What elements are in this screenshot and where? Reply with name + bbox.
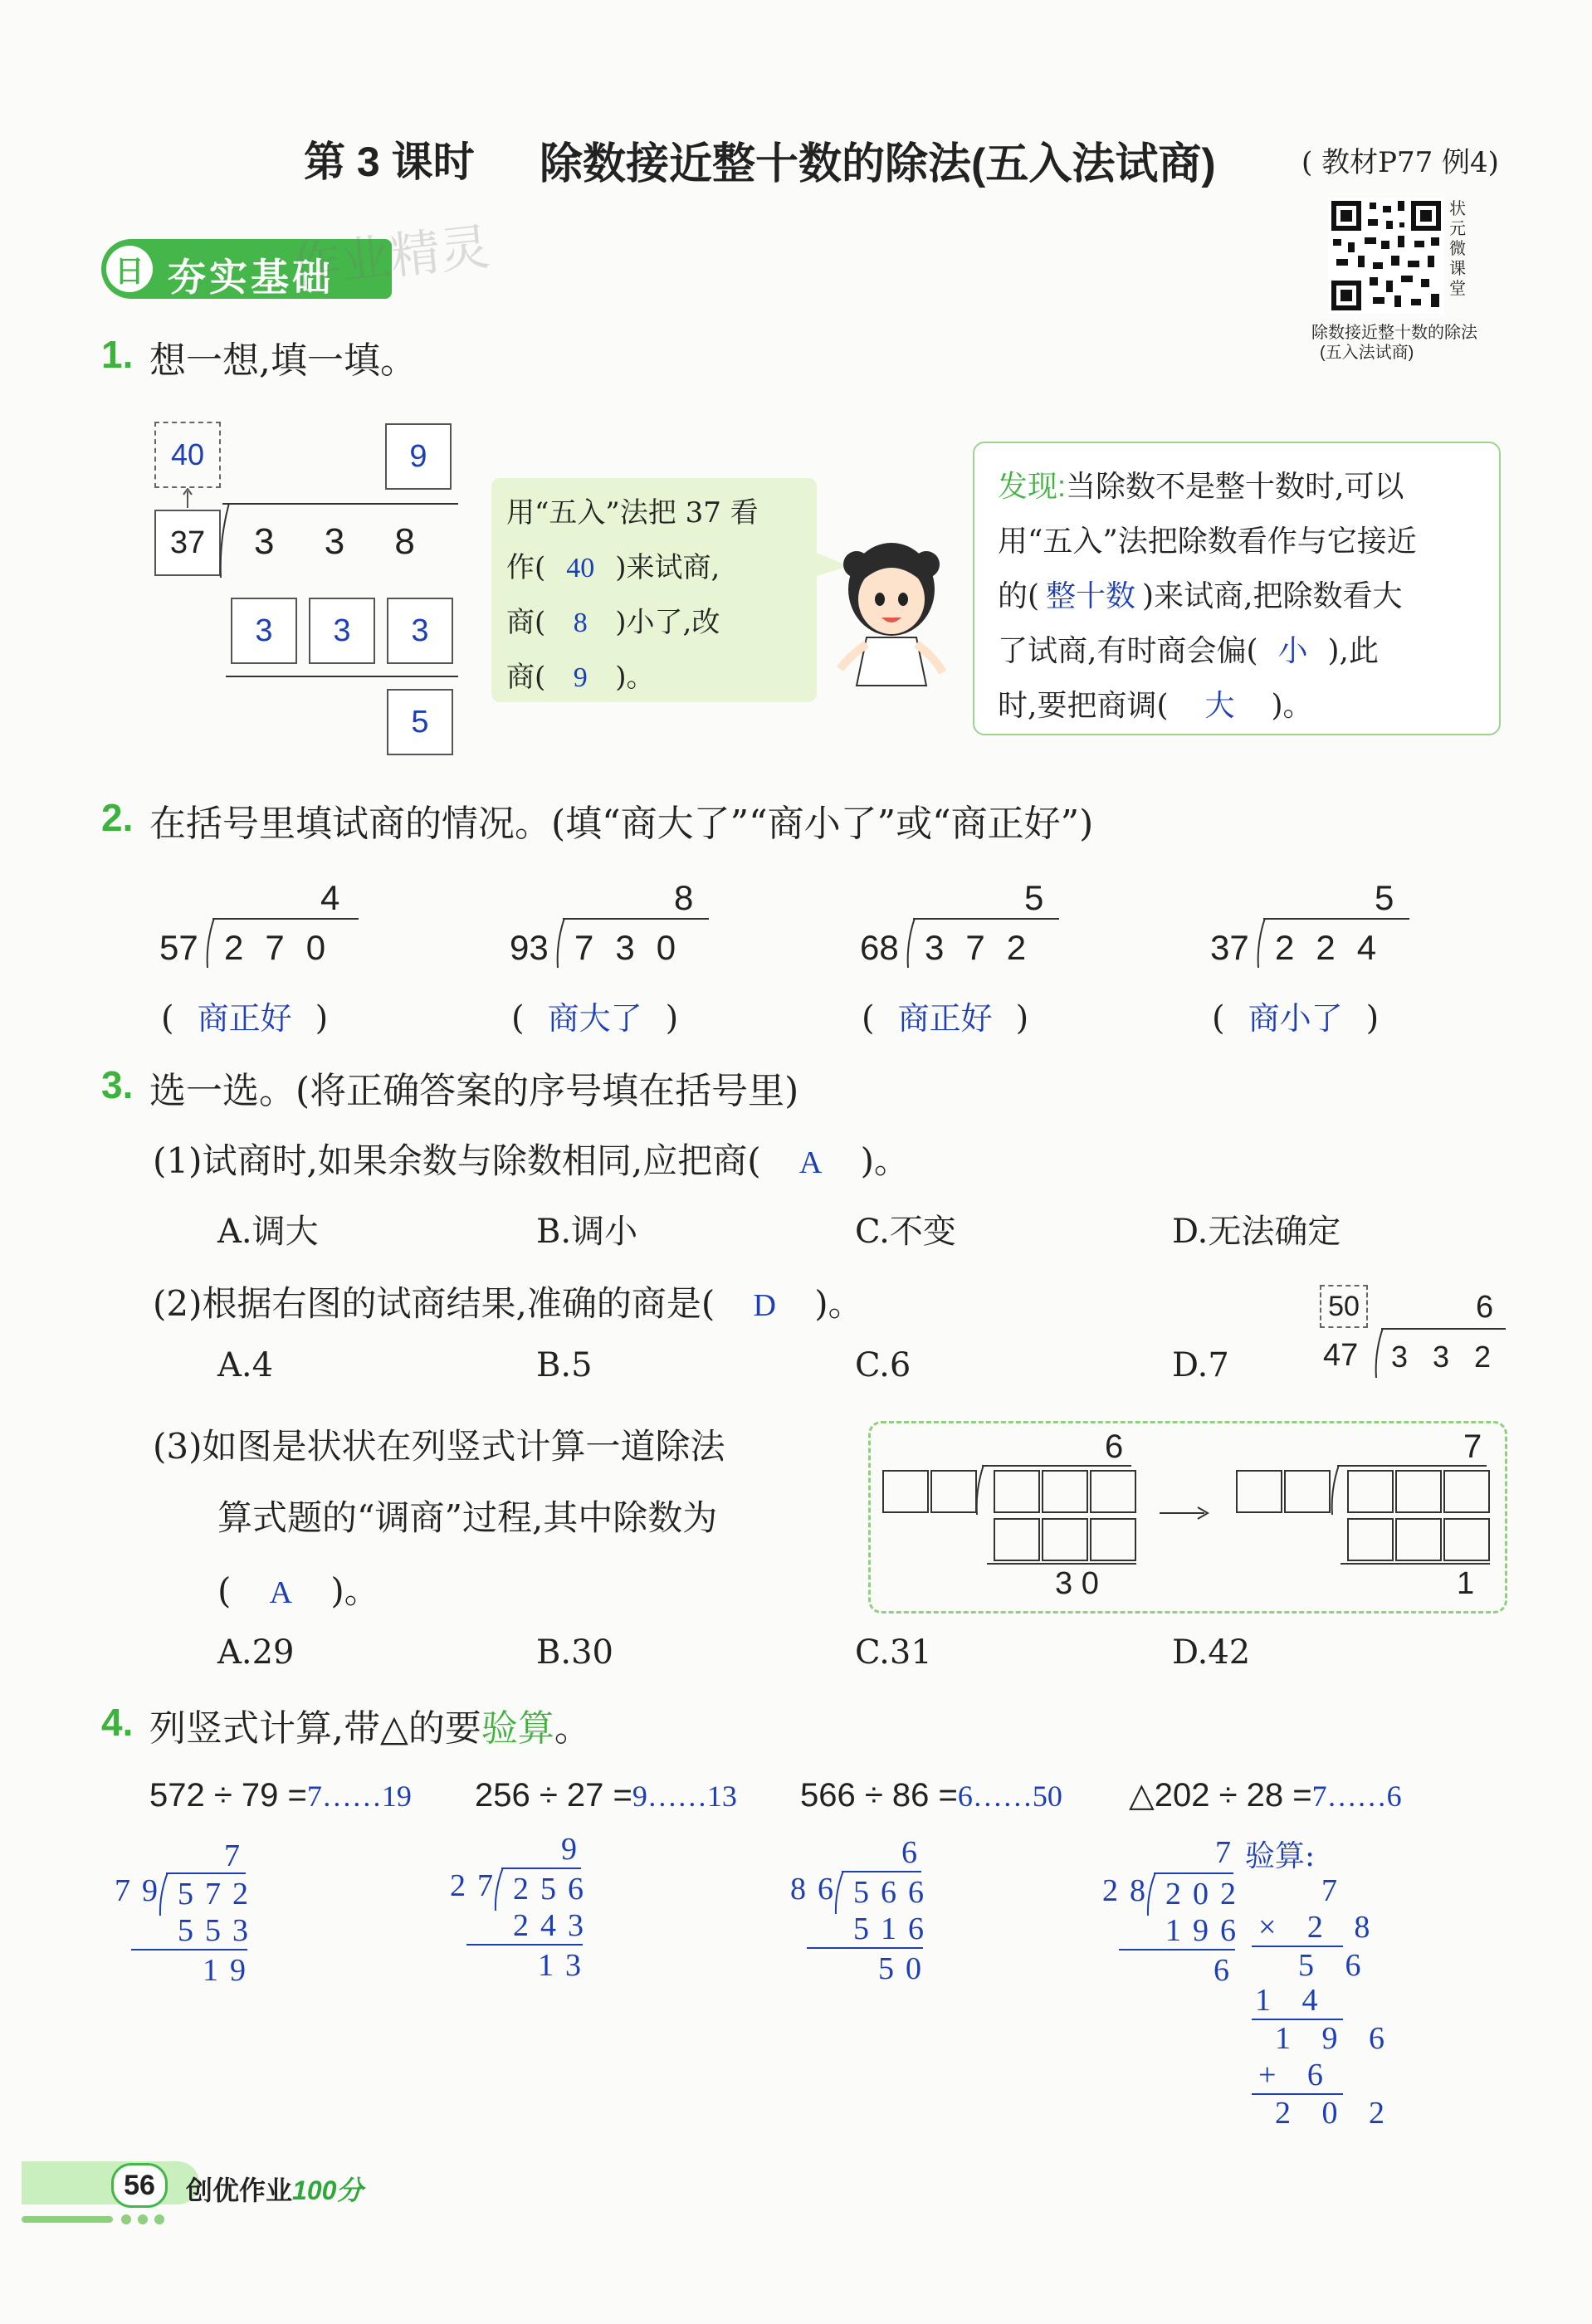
- q4-check-total: 2 0 2: [1275, 2096, 1396, 2131]
- q4-work3-bar: [842, 1871, 921, 1872]
- footer-brand-score: 100分: [292, 2175, 364, 2205]
- q3-3-left-divisor-box1: [882, 1470, 929, 1513]
- q3-3-right-prod-box1: [1347, 1518, 1394, 1561]
- q3-3-right-dvd-box1: [1347, 1470, 1394, 1513]
- q3-2-fig-dividend: 3 3 2: [1391, 1340, 1500, 1374]
- q1-dividend: 3 3 8: [254, 521, 435, 562]
- q2-item1-bracket: [204, 918, 217, 968]
- q4-problem-1: 572 ÷ 79 =7……19: [149, 1777, 412, 1814]
- q3-3-left-prod-box2: [1042, 1518, 1088, 1561]
- q3-1-option-b: B.调小: [536, 1213, 638, 1251]
- qr-code[interactable]: [1328, 198, 1444, 314]
- q1-division-bracket: [217, 503, 231, 578]
- q4-check-plus: + 6: [1258, 2058, 1335, 2092]
- q3-3-left-dvd-box2: [1042, 1470, 1088, 1513]
- q3-2-fig-bracket: [1373, 1328, 1386, 1378]
- q3-1-question: (1)试商时,如果余数与除数相同,应把商( A )。: [153, 1140, 909, 1181]
- q3-3-line2: 算式题的“调商”过程,其中除数为: [217, 1497, 718, 1538]
- q2-item3-bar: [913, 918, 1059, 920]
- q1-number: 1.: [101, 333, 134, 376]
- q2-item2-bracket: [554, 918, 568, 968]
- q2-item4-bar: [1263, 918, 1409, 920]
- q3-3-right-divisor-box1: [1236, 1470, 1282, 1513]
- q4-work2-bar: [501, 1868, 581, 1869]
- q3-3-line1: (3)如图是状状在列竖式计算一道除法: [153, 1426, 725, 1467]
- q3-3-option-a: A.29: [217, 1633, 295, 1672]
- q4-work2-divisor: 27: [450, 1868, 505, 1903]
- discovery-line3: 的( 整十数 )来试商,把除数看大: [998, 573, 1403, 615]
- discovery-ans-xiao: 小: [1277, 634, 1308, 667]
- discovery-ans-da: 大: [1204, 689, 1235, 722]
- discovery-line4: 了试商,有时商会偏( 小 ),此: [998, 627, 1379, 670]
- q3-3-left-dvd-box1: [994, 1470, 1040, 1513]
- badge-circle-icon: 日: [106, 246, 153, 292]
- q3-3-left-remainder: 3 0: [1055, 1566, 1099, 1601]
- q4-work3-quotient: 6: [901, 1835, 929, 1870]
- q4-check-product: 1 9 6: [1275, 2021, 1396, 2056]
- q1-subtraction-line: [226, 676, 458, 677]
- q1-top-left-box: 40: [154, 422, 221, 488]
- q3-2-answer: D: [753, 1288, 776, 1323]
- q1-discovery-box: [973, 442, 1501, 735]
- discovery-label: 发现:: [998, 469, 1067, 503]
- q2-item1-answer: 商正好: [197, 1002, 292, 1037]
- qr-caption-line1: 除数接近整十数的除法: [1311, 324, 1477, 342]
- q2-item2-quotient: 8: [674, 878, 694, 917]
- q4-work1-divisor: 79: [115, 1873, 169, 1908]
- q2-item2-dividend: 730: [574, 928, 698, 967]
- q2-item4-dividend: 224: [1275, 928, 1399, 967]
- q3-3-left-dvd-box3: [1090, 1470, 1136, 1513]
- q4-work3-remainder: 50: [878, 1951, 933, 1986]
- q4-check-multiplicand: 7: [1321, 1873, 1349, 1908]
- q3-3-option-b: B.30: [536, 1633, 614, 1672]
- q4-problem-3-answer: 6……50: [957, 1780, 1062, 1813]
- q3-2-option-c: C.6: [855, 1346, 911, 1384]
- q3-3-left-bar: [982, 1465, 1131, 1467]
- q3-3-right-quotient: 7: [1463, 1428, 1482, 1465]
- q3-2-option-d: D.7: [1172, 1346, 1229, 1384]
- girl-illustration: [833, 531, 950, 689]
- q4-problem-3: 566 ÷ 86 =6……50: [800, 1777, 1062, 1814]
- q2-item1-answer-line: ( 商正好 ): [161, 993, 328, 1038]
- q1-hint-bubble: [491, 478, 817, 702]
- qr-code-icon: [1328, 198, 1444, 314]
- qr-caption-line2: (五入法试商): [1320, 344, 1414, 362]
- footer-brand: 创优作业100分: [186, 2175, 364, 2205]
- q3-2-option-b: B.5: [536, 1346, 593, 1384]
- q3-1-option-d: D.无法确定: [1172, 1213, 1341, 1251]
- q3-3-left-prod-box3: [1090, 1518, 1136, 1561]
- q2-number: 2.: [101, 796, 134, 839]
- q3-3-option-c: C.31: [855, 1633, 932, 1672]
- q3-2-fig-divisor: 47: [1323, 1338, 1359, 1373]
- q2-item1-bar: [212, 918, 359, 920]
- discovery-line2: 用“五入”法把除数看作与它接近: [998, 525, 1417, 559]
- q4-problem-2: 256 ÷ 27 =9……13: [475, 1777, 737, 1814]
- q4-problem-4: △202 ÷ 28 =7……6: [1129, 1777, 1402, 1814]
- discovery-ans-zhengshishu: 整十数: [1046, 579, 1136, 613]
- q4-work1-quotient: 7: [224, 1838, 251, 1873]
- discovery-line5: 时,要把商调( 大 )。: [998, 682, 1313, 725]
- right-arrow-icon: [1160, 1505, 1209, 1521]
- q3-3-left-prod-box1: [994, 1518, 1040, 1561]
- q1-product-box-2: 3: [309, 598, 375, 664]
- q3-1-answer: A: [798, 1145, 823, 1180]
- q1-division-bar: [222, 503, 458, 505]
- footer-dots: [22, 2213, 171, 2226]
- q2-item2-bar: [563, 918, 709, 920]
- q3-3-left-sub-line: [987, 1563, 1136, 1565]
- lesson-number: 第 3 课时: [304, 139, 475, 185]
- q3-3-right-sub-line: [1341, 1563, 1490, 1565]
- q2-item3-answer-line: ( 商正好 ): [862, 993, 1028, 1038]
- q4-work4-dividend: 202: [1165, 1877, 1248, 1911]
- q1-hint-line1: 用“五入”法把 37 看: [506, 496, 759, 530]
- q4-work2-dividend: 256: [513, 1872, 595, 1907]
- qr-side-label: 状元微课堂: [1449, 200, 1466, 298]
- q3-1-option-c: C.不变: [855, 1213, 956, 1251]
- q1-hint-line2: 作( 40 )来试商,: [506, 551, 720, 584]
- q2-item3-dividend: 372: [925, 928, 1048, 967]
- q4-work1-bracket: [158, 1872, 169, 1916]
- q4-work4-sub-line: [1119, 1949, 1235, 1950]
- q2-prompt: 在括号里填试商的情况。(填“商大了”“商小了”或“商正好”): [149, 803, 1094, 845]
- q2-item4-divisor: 37: [1210, 928, 1249, 967]
- q4-check-label: 验算:: [1245, 1839, 1316, 1873]
- q4-work1-dividend: 572: [178, 1877, 260, 1911]
- up-arrow-icon: [181, 488, 194, 508]
- q3-3-left-quotient: 6: [1105, 1428, 1124, 1465]
- q3-3-right-bracket: [1329, 1465, 1341, 1515]
- q3-3-right-prod-box2: [1395, 1518, 1442, 1561]
- q1-remainder-box: 5: [387, 689, 453, 755]
- q4-work1-product: 553: [178, 1913, 260, 1948]
- q4-problem-1-answer: 7……19: [306, 1780, 412, 1813]
- q4-work2-product: 243: [513, 1908, 595, 1943]
- page-number: 56: [111, 2163, 168, 2208]
- q1-hint-line4: 商( 9 )。: [506, 661, 655, 694]
- q2-item4-bracket: [1255, 918, 1268, 968]
- q2-item4-quotient: 5: [1375, 878, 1394, 917]
- q4-work3-dividend: 566: [853, 1875, 935, 1910]
- q2-item4-answer: 商小了: [1248, 1002, 1343, 1037]
- q3-1-option-a: A.调大: [217, 1213, 319, 1251]
- q4-work3-product: 516: [853, 1911, 935, 1946]
- q2-item4-answer-line: ( 商小了 ): [1212, 993, 1379, 1038]
- q3-prompt: 选一选。(将正确答案的序号填在括号里): [149, 1070, 799, 1112]
- q4-number: 4.: [101, 1701, 134, 1744]
- q4-work4-bracket: [1145, 1872, 1157, 1916]
- q4-work4-bar: [1154, 1872, 1233, 1874]
- section-badge-label: 夯实基础: [168, 256, 334, 299]
- q2-item2-answer-line: ( 商大了 ): [511, 993, 678, 1038]
- q4-work2-bracket: [493, 1868, 505, 1911]
- q3-3-option-d: D.42: [1172, 1633, 1251, 1672]
- q1-product-box-3: 3: [387, 598, 453, 664]
- q3-3-right-remainder: 1: [1457, 1566, 1475, 1601]
- q4-work4-remainder: 6: [1214, 1953, 1241, 1988]
- q4-work3-bracket: [833, 1871, 845, 1914]
- q4-problem-2-answer: 9……13: [632, 1780, 737, 1813]
- footer-band: [22, 2161, 199, 2204]
- q3-2-fig-bar: [1381, 1328, 1506, 1330]
- discovery-line1: 发现:当除数不是整十数时,可以: [998, 469, 1404, 504]
- q3-3-line3: ( A )。: [217, 1570, 379, 1611]
- watermark: 作业精灵: [288, 218, 493, 295]
- q3-2-option-a: A.4: [217, 1346, 274, 1384]
- q3-2-fig-box: 50: [1320, 1285, 1368, 1328]
- q3-3-right-dvd-box2: [1395, 1470, 1442, 1513]
- q4-work2-quotient: 9: [561, 1832, 588, 1867]
- q4-work2-sub-line: [466, 1944, 583, 1946]
- q3-3-right-bar: [1337, 1465, 1487, 1467]
- q3-2-question: (2)根据右图的试商结果,准确的商是( D )。: [153, 1283, 863, 1324]
- q3-3-right-dvd-box3: [1443, 1470, 1490, 1513]
- page-title: 除数接近整十数的除法(五入法试商): [540, 140, 1216, 188]
- q1-quotient-box: 9: [385, 423, 452, 490]
- q1-hint-ans-9: 9: [573, 662, 588, 693]
- q3-3-right-divisor-box2: [1284, 1470, 1331, 1513]
- q2-item2-answer: 商大了: [547, 1002, 642, 1037]
- q4-work3-sub-line: [807, 1947, 923, 1949]
- textbook-reference: ( 教材P77 例4): [1301, 146, 1499, 179]
- q4-work4-divisor: 28: [1102, 1873, 1157, 1908]
- q3-number: 3.: [101, 1063, 134, 1106]
- q1-hint-line3: 商( 8 )小了,改: [506, 606, 720, 639]
- q2-item3-divisor: 68: [860, 928, 899, 967]
- q4-check-partial1: 5 6: [1298, 1948, 1373, 1983]
- q1-hint-ans-8: 8: [573, 608, 588, 638]
- q3-3-figure: [868, 1421, 1507, 1614]
- q4-prompt: 列竖式计算,带△的要验算。: [149, 1707, 591, 1750]
- q4-check-partial2: 1 4: [1255, 1983, 1330, 2018]
- q2-item3-quotient: 5: [1024, 878, 1044, 917]
- q1-product-box-1: 3: [231, 598, 297, 664]
- q4-problem-4-answer: 7……6: [1311, 1780, 1402, 1813]
- q2-item1-quotient: 4: [320, 878, 340, 917]
- q2-item1-dividend: 270: [224, 928, 348, 967]
- q3-3-left-bracket: [974, 1465, 985, 1515]
- q4-check-multiplier: × 2 8: [1258, 1910, 1382, 1945]
- q1-divisor-box: 37: [154, 510, 221, 576]
- q3-3-answer: A: [269, 1575, 293, 1610]
- q3-3-left-divisor-box2: [930, 1470, 977, 1513]
- q2-item3-answer: 商正好: [897, 1002, 993, 1037]
- q1-prompt: 想一想,填一填。: [149, 339, 417, 382]
- q3-2-fig-quotient: 6: [1476, 1290, 1494, 1325]
- q4-prompt-highlight: 验算: [481, 1707, 554, 1750]
- q2-item1-divisor: 57: [159, 928, 198, 967]
- q1-hint-ans-40: 40: [566, 553, 595, 583]
- q4-work1-remainder: 19: [203, 1953, 257, 1988]
- q4-work1-sub-line: [131, 1949, 247, 1950]
- q4-work4-quotient: 7: [1215, 1835, 1243, 1870]
- q3-3-right-prod-box3: [1443, 1518, 1490, 1561]
- q2-item2-divisor: 93: [510, 928, 549, 967]
- q4-work4-product: 196: [1165, 1913, 1248, 1948]
- q2-item3-bracket: [905, 918, 918, 968]
- q4-work1-bar: [166, 1872, 246, 1874]
- q4-work3-divisor: 86: [790, 1872, 845, 1907]
- q4-work2-remainder: 13: [538, 1948, 593, 1983]
